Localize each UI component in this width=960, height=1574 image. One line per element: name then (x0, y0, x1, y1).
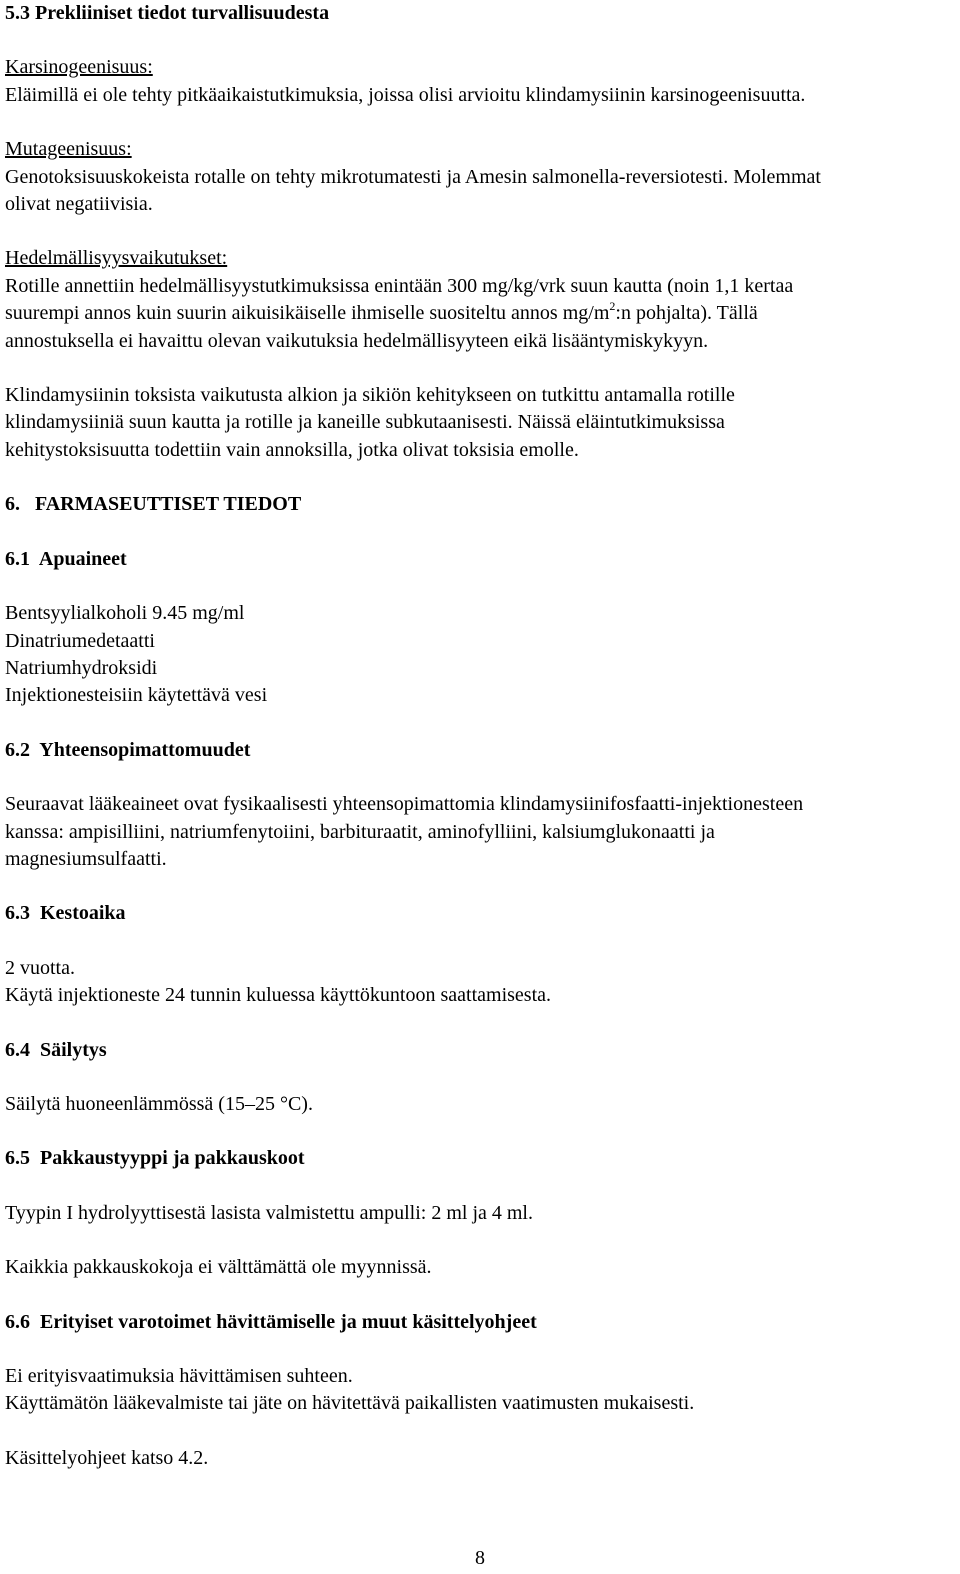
paragraph-line: Käsittelyohjeet katso 4.2. (5, 1446, 209, 1469)
paragraph-line: Genotoksisuuskokeista rotalle on tehty mikrotumatesti ja Amesin salmonella-reversiotesti. Molemmat (5, 165, 821, 188)
section-heading: 5.3 Prekliiniset tiedot turvallisuudesta (5, 2, 330, 24)
superscript: 2 (609, 299, 616, 314)
paragraph-line: Käyttämätön lääkevalmiste tai jäte on hävitettävä paikallisten vaatimusten mukaisesti. (5, 1392, 695, 1415)
paragraph-line: klindamysiiniä suun kautta ja rotille ja kaneille subkutaanisesti. Näissä eläintutkimuksissa (5, 411, 725, 434)
list-item: Natriumhydroksidi (5, 656, 158, 679)
paragraph-line: Seuraavat lääkeaineet ovat fysikaalisesti yhteensopimattomia klindamysiinifosfaatti-injektionesteen (5, 793, 804, 816)
paragraph-line: Eläimillä ei ole tehty pitkäaikaistutkimuksia, joissa olisi arvioitu klindamysiinin karsinogeenisuutta. (5, 83, 806, 106)
paragraph-line: Kaikkia pakkauskokoja ei välttämättä ole myynnissä. (5, 1256, 432, 1279)
text-run: :n pohjalta). Tällä (615, 302, 758, 325)
list-item: Bentsyylialkoholi 9.45 mg/ml (5, 602, 245, 625)
paragraph-line: Rotille annettiin hedelmällisyystutkimuksissa enintään 300 mg/kg/vrk suun kautta (noin 1,1 kertaa (5, 274, 794, 297)
section-heading: 6.4 Säilytys (5, 1038, 107, 1061)
paragraph-line: Ei erityisvaatimuksia hävittämisen suhteen. (5, 1365, 353, 1387)
paragraph-line: annostuksella ei havaittu olevan vaikutuksia hedelmällisyyteen eikä lisääntymiskykyyn. (5, 329, 709, 352)
paragraph-line: Klindamysiinin toksista vaikutusta alkion ja sikiön kehitykseen on tutkittu antamalla rotille (5, 384, 735, 407)
subsection-label: Mutageenisuus: (5, 138, 132, 161)
section-heading: 6.2 Yhteensopimattomuudet (5, 738, 251, 761)
document-page (5, 0, 955, 1472)
page-number: 8 (475, 1547, 485, 1569)
paragraph-line: kanssa: ampisilliini, natriumfenytoiini, barbituraatit, aminofylliini, kalsiumglukonaatti ja (5, 820, 715, 843)
paragraph-line: Tyypin I hydrolyyttisestä lasista valmistettu ampulli: 2 ml ja 4 ml. (5, 1201, 533, 1224)
list-item: Injektionesteisiin käytettävä vesi (5, 684, 268, 707)
section-heading: 6.3 Kestoaika (5, 902, 126, 925)
paragraph-line: Säilytä huoneenlämmössä (15–25 °C). (5, 1092, 313, 1115)
paragraph-line: olivat negatiivisia. (5, 193, 153, 216)
paragraph-line: 2 vuotta. (5, 956, 75, 979)
paragraph-line (5, 300, 955, 327)
list-item: Dinatriumedetaatti (5, 629, 155, 652)
section-heading: 6.1 Apuaineet (5, 547, 127, 570)
text-run: suurempi annos kuin suurin aikuisikäiselle ihmiselle suositeltu annos mg/m (5, 302, 610, 325)
paragraph-line: magnesiumsulfaatti. (5, 847, 167, 870)
paragraph-line: kehitystoksisuutta todettiin vain annoksilla, jotka olivat toksisia emolle. (5, 438, 579, 461)
subsection-label: Karsinogeenisuus: (5, 56, 153, 79)
paragraph-line: Käytä injektioneste 24 tunnin kuluessa käyttökuntoon saattamisesta. (5, 984, 552, 1007)
section-heading: 6.6 Erityiset varotoimet hävittämiselle ja muut käsittelyohjeet (5, 1310, 537, 1333)
subsection-label: Hedelmällisyysvaikutukset: (5, 247, 228, 270)
section-heading: 6.5 Pakkaustyyppi ja pakkauskoot (5, 1147, 305, 1170)
chapter-heading: 6. FARMASEUTTISET TIEDOT (5, 493, 302, 516)
